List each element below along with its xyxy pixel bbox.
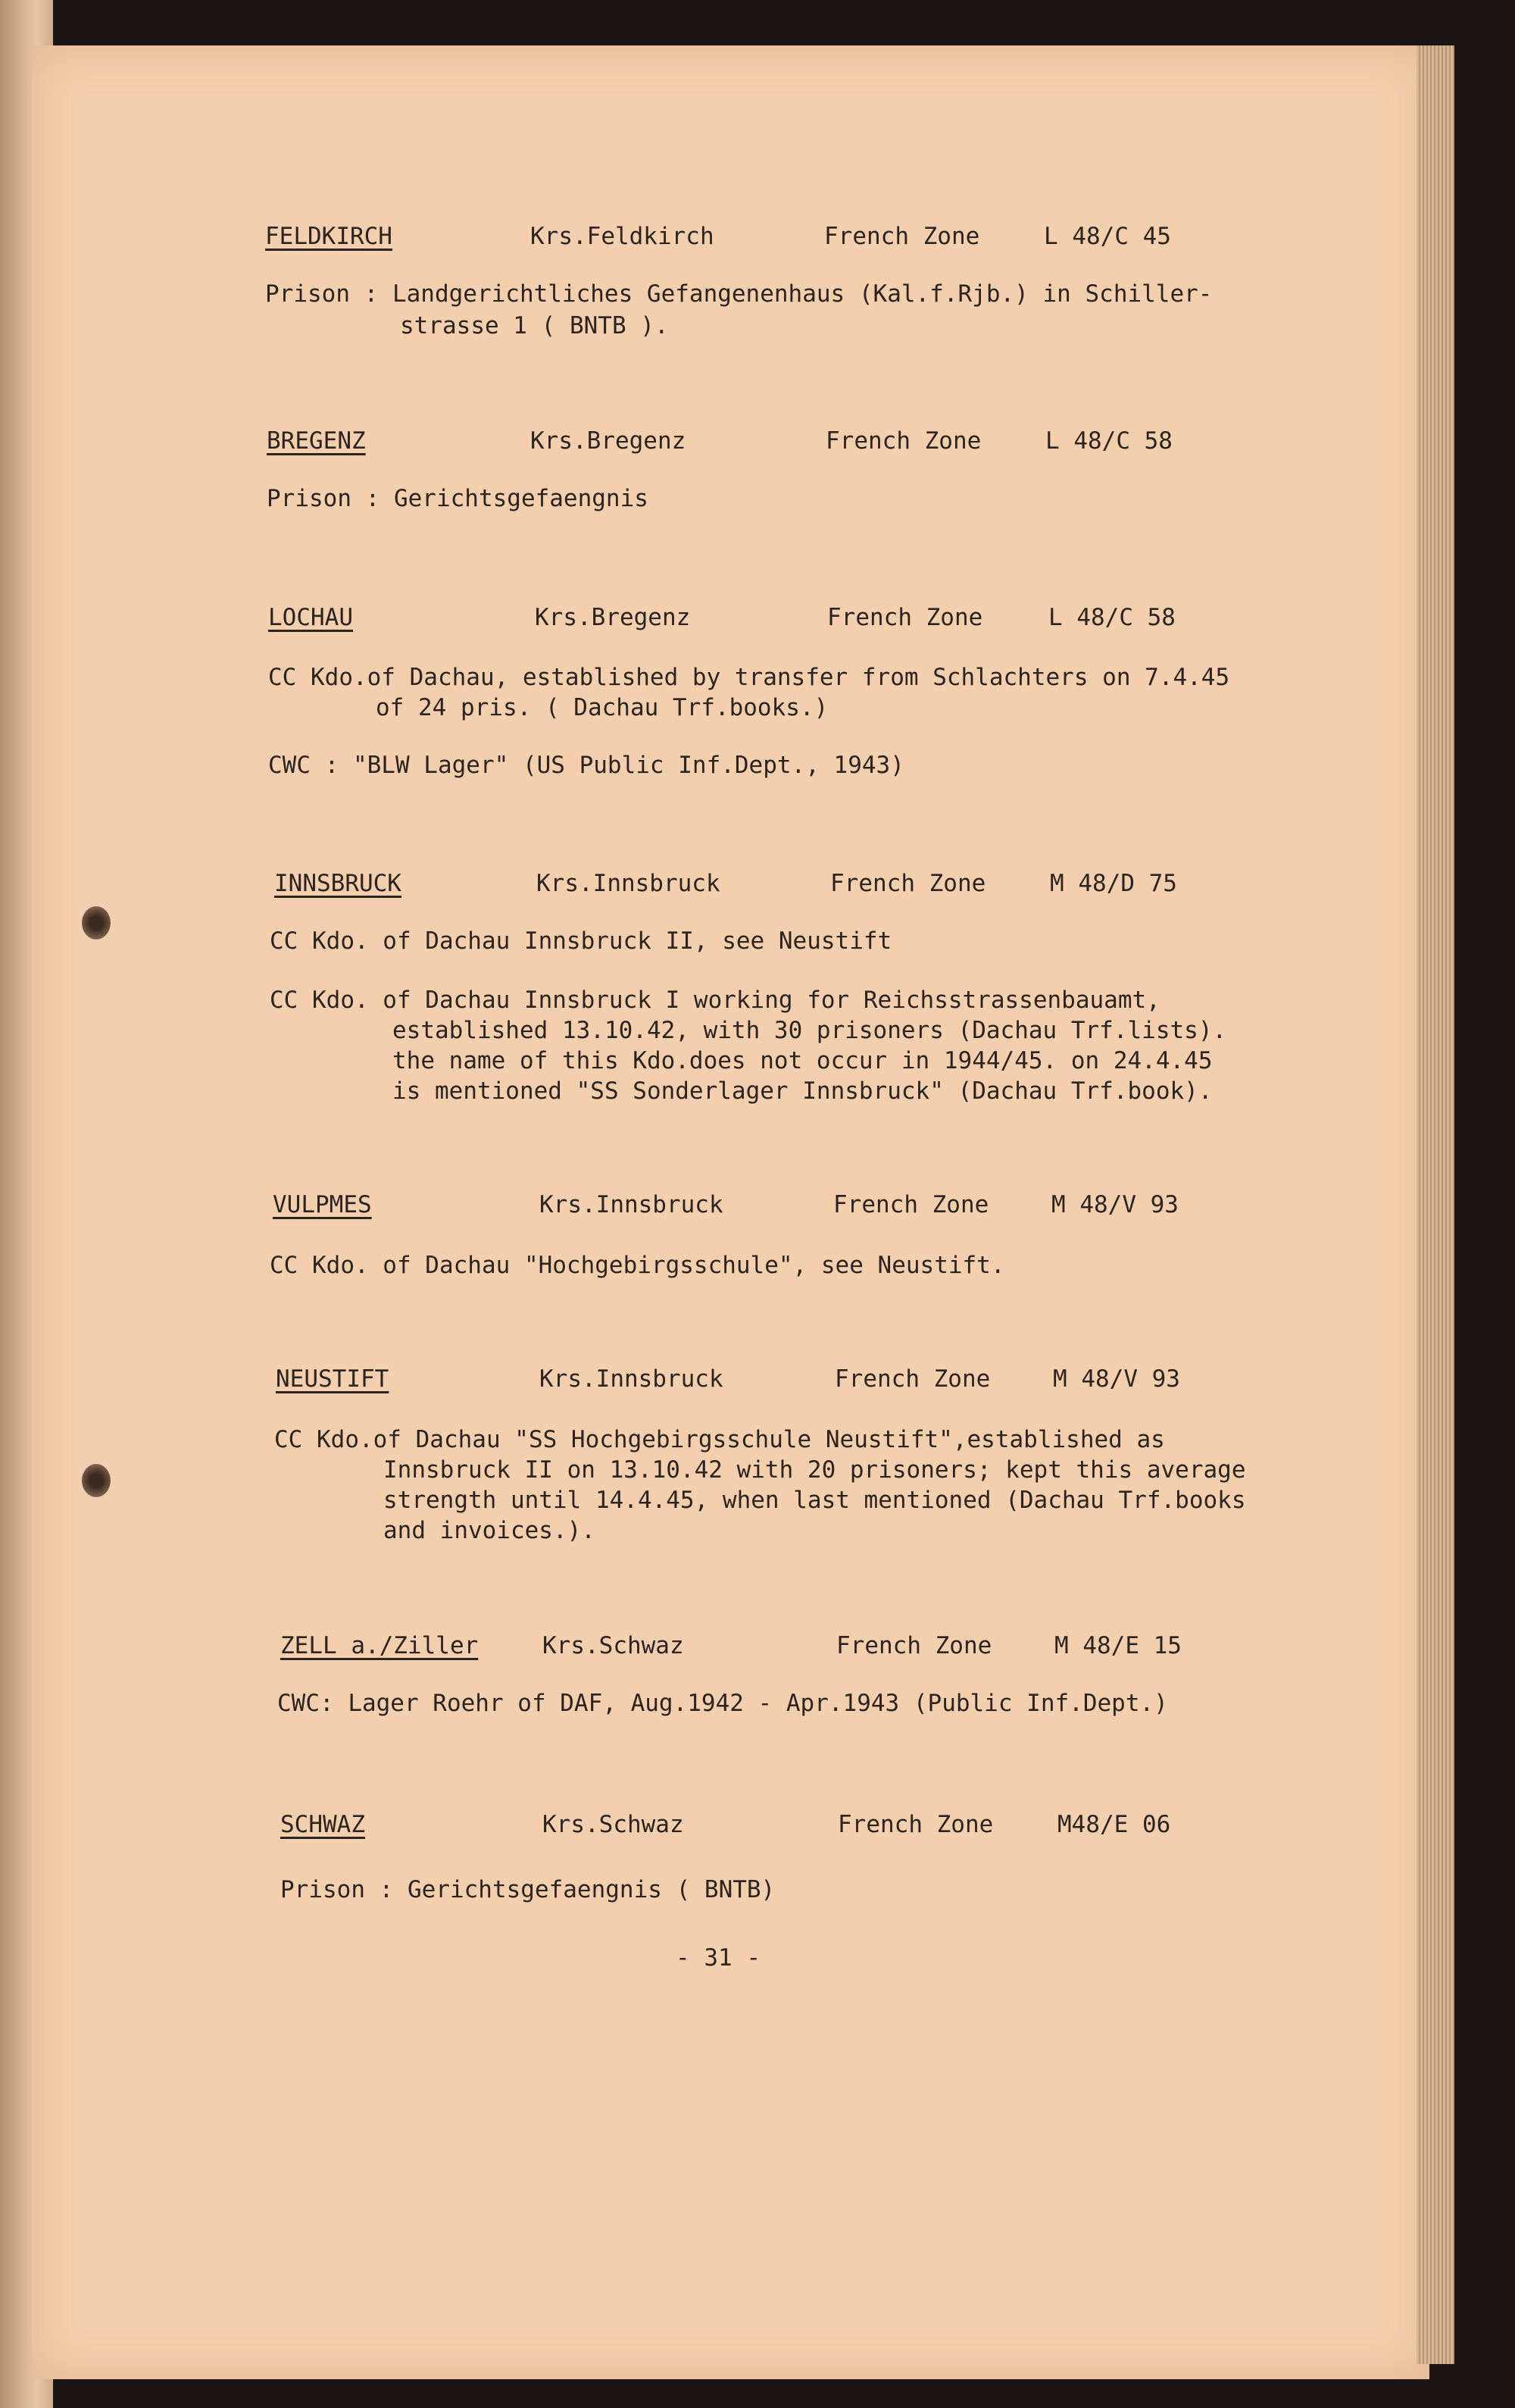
entry-header <box>0 602 1515 633</box>
grid-reference: M 48/V 93 <box>1051 1191 1179 1218</box>
place-name: LOCHAU <box>268 604 353 631</box>
place-name: BREGENZ <box>267 427 366 455</box>
entry-header <box>0 1190 1515 1220</box>
detail-line: strength until 14.4.45, when last mentioned (Dachau Trf.books <box>383 1487 1246 1514</box>
detail-line: Innsbruck II on 13.10.42 with 20 prisoners; kept this average <box>383 1456 1246 1484</box>
grid-reference: L 48/C 58 <box>1045 427 1173 455</box>
entry-header <box>0 1809 1515 1840</box>
detail-line: Prison : Gerichtsgefaengnis ( BNTB) <box>280 1876 776 1903</box>
detail-line: is mentioned "SS Sonderlager Innsbruck" (Dachau Trf.book). <box>392 1077 1213 1105</box>
detail-line: and invoices.). <box>383 1517 595 1544</box>
place-name: INNSBRUCK <box>274 870 401 897</box>
grid-reference: M48/E 06 <box>1057 1811 1171 1838</box>
detail-line: CC Kdo. of Dachau Innsbruck I working for Reichsstrassenbauamt, <box>270 987 1160 1014</box>
place-name: ZELL a./Ziller <box>280 1632 479 1659</box>
district: Krs.Innsbruck <box>539 1365 723 1393</box>
zone: French Zone <box>836 1632 992 1659</box>
entry-header <box>0 426 1515 456</box>
detail-line: CC Kdo. of Dachau "Hochgebirgsschule", see Neustift. <box>270 1252 1005 1279</box>
entry-header <box>0 1364 1515 1394</box>
district: Krs.Bregenz <box>530 427 686 455</box>
zone: French Zone <box>824 223 980 250</box>
detail-line: CWC : "BLW Lager" (US Public Inf.Dept., 1943) <box>268 752 904 779</box>
detail-line: of 24 pris. ( Dachau Trf.books.) <box>376 694 829 721</box>
grid-reference: L 48/C 58 <box>1048 604 1176 631</box>
grid-reference: M 48/V 93 <box>1053 1365 1180 1393</box>
page-number: - 31 - <box>676 1944 761 1972</box>
place-name: FELDKIRCH <box>265 223 392 250</box>
detail-line: CWC: Lager Roehr of DAF, Aug.1942 - Apr.1943 (Public Inf.Dept.) <box>277 1690 1168 1717</box>
entry-header <box>0 1631 1515 1661</box>
district: Krs.Bregenz <box>535 604 691 631</box>
detail-line: Prison : Landgerichtliches Gefangenenhaus (Kal.f.Rjb.) in Schiller- <box>265 280 1213 308</box>
district: Krs.Feldkirch <box>530 223 714 250</box>
entry-header <box>0 868 1515 899</box>
detail-line: Prison : Gerichtsgefaengnis <box>267 485 648 512</box>
detail-line: CC Kdo.of Dachau, established by transfer from Schlachters on 7.4.45 <box>268 664 1230 691</box>
detail-line: established 13.10.42, with 30 prisoners (Dachau Trf.lists). <box>392 1017 1227 1044</box>
grid-reference: M 48/D 75 <box>1050 870 1177 897</box>
district: Krs.Innsbruck <box>539 1191 723 1218</box>
detail-line: strasse 1 ( BNTB ). <box>400 312 669 339</box>
grid-reference: L 48/C 45 <box>1044 223 1171 250</box>
entry-header <box>0 221 1515 252</box>
zone: French Zone <box>838 1811 994 1838</box>
detail-line: CC Kdo. of Dachau Innsbruck II, see Neustift <box>270 927 892 955</box>
district: Krs.Schwaz <box>542 1811 684 1838</box>
district: Krs.Schwaz <box>542 1632 684 1659</box>
district: Krs.Innsbruck <box>536 870 720 897</box>
grid-reference: M 48/E 15 <box>1054 1632 1182 1659</box>
detail-line: CC Kdo.of Dachau "SS Hochgebirgsschule Neustift",established as <box>274 1426 1165 1453</box>
place-name: NEUSTIFT <box>276 1365 389 1393</box>
zone: French Zone <box>830 870 986 897</box>
place-name: VULPMES <box>273 1191 372 1218</box>
zone: French Zone <box>826 427 982 455</box>
zone: French Zone <box>833 1191 989 1218</box>
zone: French Zone <box>827 604 983 631</box>
zone: French Zone <box>835 1365 991 1393</box>
place-name: SCHWAZ <box>280 1811 365 1838</box>
detail-line: the name of this Kdo.does not occur in 1944/45. on 24.4.45 <box>392 1047 1213 1074</box>
